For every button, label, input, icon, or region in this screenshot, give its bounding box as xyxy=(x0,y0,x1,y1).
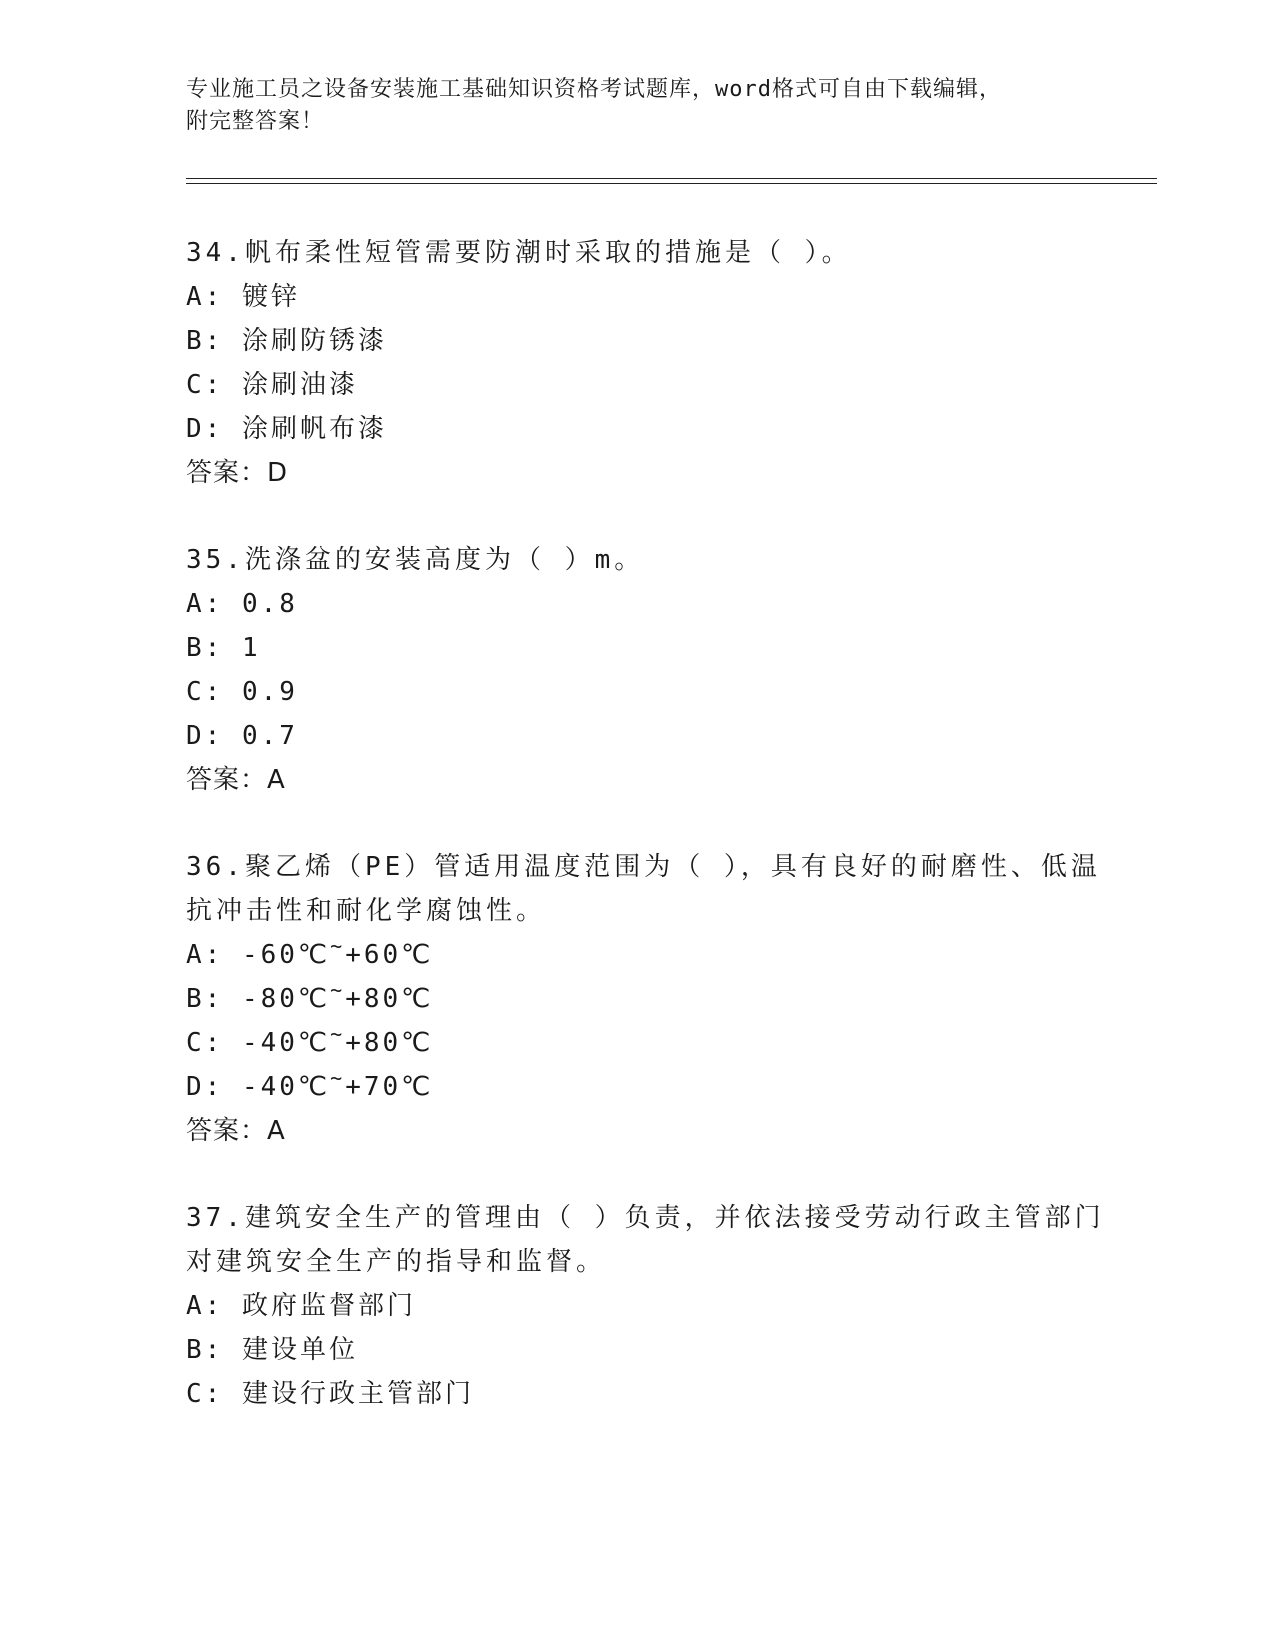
question-34-stem: 34.帆布柔性短管需要防潮时采取的措施是（ ）。 xyxy=(186,238,852,268)
question-36-stem-line-1: 36.聚乙烯（PE）管适用温度范围为（ ），具有良好的耐磨性、低温 xyxy=(186,852,1101,882)
header-divider-bottom xyxy=(186,183,1157,184)
option-label: A: xyxy=(186,282,242,312)
range-separator: ~ xyxy=(330,1022,346,1046)
option-label: C: xyxy=(186,1379,242,1409)
question-35-option-c xyxy=(186,675,1086,709)
question-37-option-b xyxy=(186,1333,1086,1367)
range-separator: ~ xyxy=(330,934,346,958)
range-to: +60℃ xyxy=(345,940,434,970)
option-label: D: xyxy=(186,1072,242,1102)
question-36-answer xyxy=(186,1114,1086,1148)
range-to: +80℃ xyxy=(345,1028,434,1058)
range-separator: ~ xyxy=(330,978,346,1002)
question-36-option-a xyxy=(186,934,1086,973)
question-34-answer xyxy=(186,456,1086,490)
range-from: -40℃ xyxy=(241,1028,331,1058)
option-label: C: xyxy=(186,677,242,707)
range-from: -60℃ xyxy=(241,940,331,970)
option-label: B: xyxy=(186,326,242,356)
option-label: A: xyxy=(186,940,242,970)
option-label: C: xyxy=(186,1028,242,1058)
option-label: D: xyxy=(186,721,242,751)
question-34-option-b xyxy=(186,324,1086,358)
header-line-1: 专业施工员之设备安装施工基础知识资格考试题库，word格式可自由下载编辑， xyxy=(186,77,1002,102)
option-label: B: xyxy=(186,633,242,663)
option-text: 1 xyxy=(241,633,261,663)
option-text: 涂刷帆布漆 xyxy=(241,414,387,444)
question-34-option-c xyxy=(186,368,1086,402)
question-36-option-c xyxy=(186,1022,1086,1061)
header-divider-top xyxy=(186,178,1157,179)
question-36-option-b xyxy=(186,978,1086,1017)
option-text: 涂刷油漆 xyxy=(241,370,358,400)
question-37-stem-line-2: 对建筑安全生产的指导和监督。 xyxy=(186,1247,607,1277)
question-35-option-a xyxy=(186,587,1086,621)
document-header xyxy=(186,74,1066,138)
range-to: +80℃ xyxy=(345,984,434,1014)
question-34-option-a xyxy=(186,280,1086,314)
question-35-stem: 35.洗涤盆的安装高度为（ ）m。 xyxy=(186,545,645,575)
answer-label: 答案： xyxy=(186,458,268,488)
option-text: 0.9 xyxy=(241,677,298,707)
option-text: 政府监督部门 xyxy=(241,1291,416,1321)
option-label: A: xyxy=(186,589,242,619)
option-label: D: xyxy=(186,414,242,444)
range-to: +70℃ xyxy=(345,1072,434,1102)
option-text: 建设单位 xyxy=(241,1335,358,1365)
option-text: 涂刷防锈漆 xyxy=(241,326,387,356)
question-36-option-d xyxy=(186,1066,1086,1105)
question-37-option-c xyxy=(186,1377,1086,1411)
question-37-option-a xyxy=(186,1289,1086,1323)
answer-label: 答案： xyxy=(186,1116,268,1146)
question-35-option-b xyxy=(186,631,1086,665)
option-text: 0.7 xyxy=(241,721,298,751)
option-label: B: xyxy=(186,984,242,1014)
range-from: -40℃ xyxy=(241,1072,331,1102)
option-text: 镀锌 xyxy=(241,282,300,312)
question-37-stem-line-1: 37.建筑安全生产的管理由（ ）负责，并依法接受劳动行政主管部门 xyxy=(186,1203,1105,1233)
question-36-stem-line-2: 抗冲击性和耐化学腐蚀性。 xyxy=(186,896,547,926)
question-35-option-d xyxy=(186,719,1086,753)
header-line-2: 附完整答案！ xyxy=(186,109,325,134)
answer-label: 答案： xyxy=(186,765,268,795)
answer-value: A xyxy=(267,1116,286,1146)
option-label: A: xyxy=(186,1291,242,1321)
answer-value: A xyxy=(267,765,286,795)
range-from: -80℃ xyxy=(241,984,331,1014)
question-34-option-d xyxy=(186,412,1086,446)
option-label: B: xyxy=(186,1335,242,1365)
option-text: 建设行政主管部门 xyxy=(241,1379,474,1409)
answer-value: D xyxy=(267,458,289,488)
range-separator: ~ xyxy=(330,1066,346,1090)
option-text: 0.8 xyxy=(241,589,298,619)
question-35-answer xyxy=(186,763,1086,797)
option-label: C: xyxy=(186,370,242,400)
